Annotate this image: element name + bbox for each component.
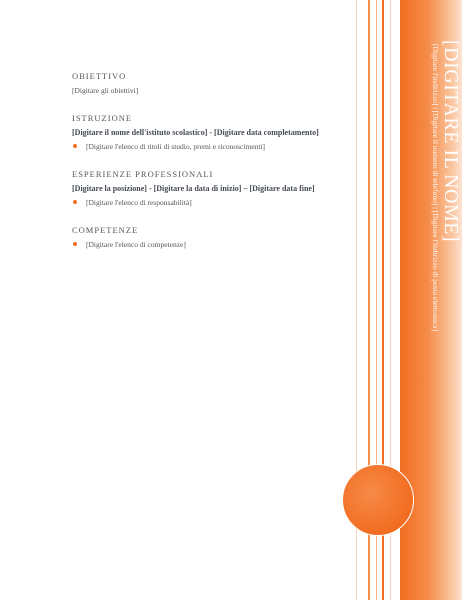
list-item xyxy=(72,239,372,250)
bullet-icon xyxy=(73,200,77,204)
sidebar-text xyxy=(431,40,462,331)
bullet-icon xyxy=(73,144,77,148)
list-item xyxy=(72,141,372,152)
education-title-field[interactable]: [Digitare il nome dell'istituto scolastico] - [Digitare data completamento] xyxy=(72,128,319,137)
section-skills xyxy=(72,224,372,250)
section-objective xyxy=(72,70,372,96)
section-experience xyxy=(72,168,372,208)
objective-field[interactable]: [Digitare gli obiettivi] xyxy=(72,86,139,95)
skills-list-field[interactable]: [Digitare l'elenco di competenze] xyxy=(86,240,186,249)
bullet-icon xyxy=(73,242,77,246)
section-heading: ISTRUZIONE xyxy=(72,113,133,123)
education-list-field[interactable]: [Digitare l'elenco di titoli di studio, premi e riconoscimenti] xyxy=(86,142,266,151)
section-heading: COMPETENZE xyxy=(72,225,139,235)
name-field[interactable]: [DIGITARE IL NOME] xyxy=(440,40,462,243)
list-item xyxy=(72,197,372,208)
section-heading: ESPERIENZE PROFESSIONALI xyxy=(72,169,214,179)
decorative-circle xyxy=(342,464,414,536)
experience-list-field[interactable]: [Digitare l'elenco di responsabilità] xyxy=(86,198,192,207)
section-education xyxy=(72,112,372,152)
section-heading: OBIETTIVO xyxy=(72,71,127,81)
contact-field[interactable]: [Digitare l'indirizzo] | [Digitare il numero di telefono] | [Digitare l'indirizzo di posta elettronica] xyxy=(431,44,440,332)
resume-content xyxy=(72,70,372,264)
experience-title-field[interactable]: [Digitare la posizione] - [Digitare la data di inizio] – [Digitare data fine] xyxy=(72,184,315,193)
